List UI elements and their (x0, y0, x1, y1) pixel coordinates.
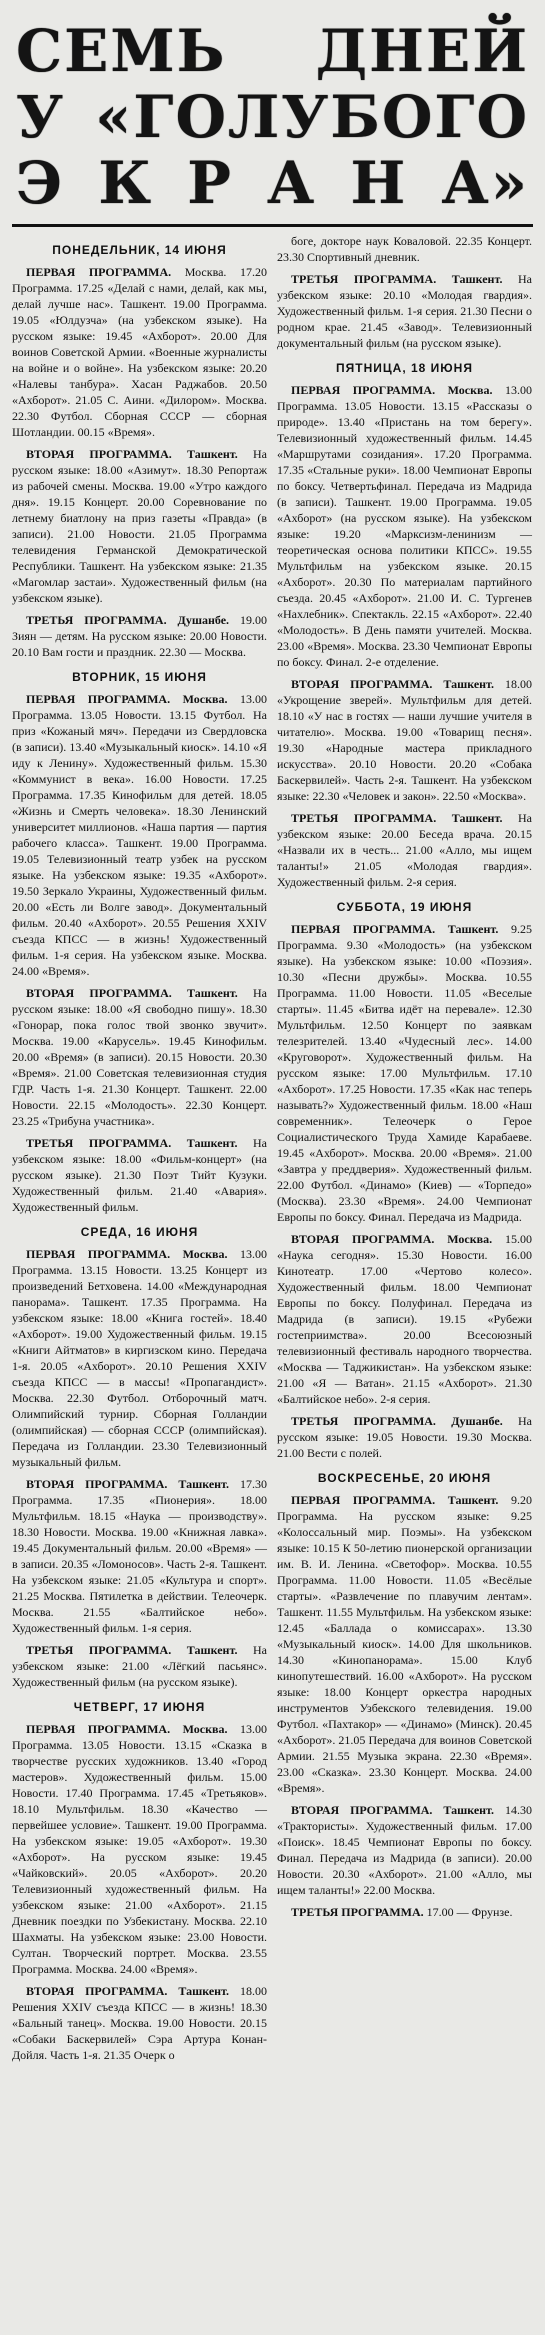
masthead-line-1 (16, 17, 529, 85)
masthead-letter: К (98, 149, 154, 217)
program-text: Москва. 17.20 Программа. 17.25 «Делай с нами, делай, как мы, делай лучше нас». Ташкент. 19.00 Программа. 19.05 «Юлдузча» (на узбекском языке). На русском языке: 19.45 «Ахборот». 20.00 Для воинов Советской Армии. «Военные журналисты на войне и о войне». На узбекском языке: 20.20 «Налевы танбура». Хасан Раджабов. 20.50 «Ахборот». 21.05 С. Аини. «Дилором». Москва. 22.30 Футбол. Сборная СССР — сборная Шотландии. 00.15 «Время». (12, 265, 267, 439)
program-listing (12, 1721, 267, 1977)
program-text: 14.30 «Трактористы». Художественный фильм. 17.00 «Поиск». 18.45 Чемпионат Европы по боксу. Финал. Передача из Мадрида (в записи). 20.00 Новости. 20.30 «Ахборот». 21.00 «Алло, мы ищем таланты!» 22.00 Москва. (277, 1803, 532, 1897)
channel-heading: ВТОРАЯ ПРОГРАММА. Ташкент. (291, 677, 495, 691)
left-column (12, 233, 267, 2069)
program-text: 13.00 Программа. 13.05 Новости. 13.15 «Рассказы о природе». 13.40 «Пристань на том берегу». Телевизионный художественный фильм. 14.45 «Маршрутами созидания». 17.20 Программа. 17.35 «Стальные руки». 18.00 Чемпионат Европы по боксу. Четвертьфинал. Передача из Мадрида (в записи). Ташкент. 19.00 Программа. 19.05 «Ахборот» (на русском языке). На узбекском языке: 19.20 «Марксизм-ленинизм — теоретическая основа политики КПСС». 19.55 Мультфильм на узбекском языке. 20.15 «Ахборот». 20.30 По материалам партийного съезда. 20.45 «Ахборот». 21.00 И. С. Тургенев «Нахлебник». Спектакль. 22.15 «Ахборот». 22.40 «Молодость». В День памяти учителей. Москва. 23.00 «Время». Москва. 23.30 Чемпионат Европы по боксу. Финал. 2-е отделение. (277, 383, 533, 669)
channel-heading: ТРЕТЬЯ ПРОГРАММА. Ташкент. (291, 811, 503, 825)
masthead-letter: Н (350, 149, 408, 217)
channel-heading: ВТОРАЯ ПРОГРАММА. Ташкент. (26, 986, 238, 1000)
right-column (277, 233, 532, 2069)
masthead-letter: Р (187, 149, 233, 217)
channel-heading: ВТОРАЯ ПРОГРАММА. Ташкент. (26, 447, 238, 461)
program-listing (277, 382, 532, 670)
masthead-word: У (16, 83, 66, 151)
day-heading: ЧЕТВЕРГ, 17 ИЮНЯ (73, 1700, 206, 1714)
program-text: 9.20 Программа. На русском языке: 9.25 «Колоссальный мир. Поэмы». На узбекском языке: 10.15 К 50-летию пионерской организации им. В. И. Ленина. «Светофор». Москва. 10.55 Программа. 11.00 Новости. 11.05 «Весёлые старты». «Развлечение по плавучим лентам». Ташкент. 11.55 Мультфильм. На узбекском языке: 12.45 «Баллада о комиссарах». 13.30 «Музыкальный киоск». 14.00 Для школьников. 14.30 «Кинопанорама». 15.00 Клуб кинопутешествий. 16.00 «Ахборот». На русском языке: 18.00 Концерт оркестра народных инструментов Узбекского телевидения. 19.00 Футбол. «Пахтакор» — «Динамо» (Минск). 20.45 «Ахборот». 21.05 Передача для воинов Советской Армии. 21.55 Музыка экрана. 22.30 «Время». 23.00 «Сказка». 23.30 Концерт. Москва. 24.00 «Время». (277, 1493, 532, 1795)
program-listing (277, 810, 532, 890)
program-listing (12, 1246, 267, 1470)
program-listing (12, 612, 267, 660)
program-listing (277, 1492, 532, 1796)
channel-heading: ПЕРВАЯ ПРОГРАММА. Ташкент. (291, 1493, 499, 1507)
program-listing (12, 691, 267, 979)
program-text: боге, докторе наук Коваловой. 22.35 Концерт. 23.30 Спортивный дневник. (277, 234, 532, 264)
channel-heading: ПЕРВАЯ ПРОГРАММА. Москва. (291, 383, 493, 397)
program-text: 17.30 Программа. 17.35 «Пионерия». 18.00 Мультфильм. 18.15 «Наука — производству». 18.30 Новости. Москва. 19.00 «Книжная лавка». 19.45 Документальный фильм. 20.00 «Время» — в записи. 20.35 «Ломоносов». Часть 2-я. Ташкент. На узбекском языке: 21.05 «Культура и спорт». 21.25 Москва. Пятилетка в действии. Телеочерк. Москва. 21.55 «Балтийское небо». Художественный фильм. 1-я серия. (12, 1477, 267, 1635)
channel-heading: ПЕРВАЯ ПРОГРАММА. Москва. (26, 1247, 228, 1261)
channel-heading: ВТОРАЯ ПРОГРАММА. Ташкент. (26, 1477, 230, 1491)
program-listing (277, 1413, 532, 1461)
program-text: 9.25 Программа. 9.30 «Молодость» (на узбекском языке). На узбекском языке: 10.00 «Поэзия». 10.30 «Песни дружбы». Москва. 10.55 Программа. 11.00 Новости. 11.05 «Веселые старты». 11.45 «Битва идёт на перевале». 12.30 Мультфильм. 12.50 Концерт по заявкам телезрителей. 13.40 «Чудесный лес». 14.00 «Круговорот». Художественный фильм. На русском языке: 17.00 Мультфильм. 17.10 «Ахборот». 17.25 Новости. 17.35 «Как нас теперь называть?» Художественный фильм. 18.00 «Наш современник». Телеочерк о Герое Социалистического Труда Хамиде Карабаеве. 19.45 «Ахборот». Москва. 20.00 «Время». 21.00 «Завтра у преддверия». Художественный фильм. 22.00 Футбол. «Динамо» (Киев) — «Торпедо» (Москва). 23.30 «Время». 24.00 Чемпионат Европы по боксу. Финал. Передача из Мадрида. (277, 922, 532, 1224)
channel-heading: ВТОРАЯ ПРОГРАММА. Москва. (291, 1232, 493, 1246)
program-text: На русском языке: 18.00 «Азимут». 18.30 Репортаж из рабочей смены. Москва. 19.00 «Утро каждого дня». 19.15 Концерт. 20.00 Соревнование по летнему биатлону на приз газеты «Правда» (в записи). 21.00 Новости. 21.05 Программа телевидения Германской Демократической Республики. Ташкент. На узбекском языке: 21.35 «Магомлар застаи». Художественный фильм (на узбекском языке). (12, 447, 268, 605)
channel-heading: ТРЕТЬЯ ПРОГРАММА. Ташкент. (26, 1643, 238, 1657)
program-text: 18.00 «Укрощение зверей». Мультфильм для детей. 18.10 «У нас в гостях — наши лучшие учителя в читателю». Москва. 19.00 «Товарищ песня». 19.30 «Народные мастера прикладного искусства». 20.10 Новости. 20.20 «Собака Баскервилей». Часть 2-я. Ташкент. На узбекском языке: 22.30 «Человек и закон». 22.50 «Москва». (277, 677, 532, 803)
program-listing (277, 271, 532, 351)
program-text: На узбекском языке: 20.00 Беседа врача. 20.15 «Назвали их в честь... 21.00 «Алло, мы ищем таланты!» 21.05 «Молодая гвардия». Художественный фильм. 2-я серия. (277, 811, 533, 889)
program-listing (12, 264, 267, 440)
channel-heading: ПЕРВАЯ ПРОГРАММА. (26, 265, 172, 279)
program-listing (12, 446, 267, 606)
program-text: 18.00 Решения XXIV съезда КПСС — в жизнь! 18.30 «Бальный танец». Москва. 19.00 Новости. 20.15 «Собаки Баскервилей» Сэра Артура Конан-Дойля. Часть 1-я. 21.35 Очерк о (12, 1984, 267, 2062)
day-heading: ПЯТНИЦА, 18 ИЮНЯ (336, 361, 473, 375)
masthead-letter: Э (16, 149, 65, 217)
day-heading: ВТОРНИК, 15 ИЮНЯ (72, 670, 207, 684)
program-listing (12, 1642, 267, 1690)
program-text: 13.00 Программа. 13.05 Новости. 13.15 Футбол. На приз «Кожаный мяч». Передачи из Свердловска (в записи). 13.40 «Музыкальный киоск». 14.10 «Я иду к Ленину». Художественный фильм. 15.30 «Коммунист в века». 16.00 Новости. 17.25 Программа. 17.35 Кинофильм для детей. 18.05 «Жизнь и Смерть человека». 18.30 Ленинский университет миллионов. «Наша партия — партия рабочего класса». Ташкент. 19.00 Программа. 19.05 Телевизионный театр узбек на русском языке. На узбекском языке: 19.35 «Ахборот». 19.50 Зеркало Украины, Художественный фильм. 20.00 «Есть ли Волге завод». Документальный фильм. 20.40 «Ахборот». 20.55 Решения XXIV съезда КПСС — в жизнь! Художественный фильм. 1-я серия. На узбекском языке. Москва. 24.00 «Время». (12, 692, 268, 978)
program-listing (12, 1983, 267, 2063)
channel-heading: ВТОРАЯ ПРОГРАММА. Ташкент. (291, 1803, 495, 1817)
program-text: 13.00 Программа. 13.05 Новости. 13.15 «Сказка в творчестве русских художников. 13.40 «Город мастеров». Художественный фильм. 15.00 Новости. 17.40 Программа. 17.45 «Третьяков». 18.10 Мультфильм. 18.30 «Качество — первейшее условие». Ташкент. 19.00 Программа. На узбекском языке: 19.05 «Ахборот». 19.30 «Ахборот». На русском языке: 19.45 «Чайковский». 20.05 «Ахборот». 20.20 Телевизионный художественный фильм. На узбекском языке: 21.00 «Ахборот». 21.15 Дневник поездки по Узбекистану. Москва. 22.10 Шахматы. На узбекском языке: 23.00 Новости. Султан. Творческий портрет. Москва. 23.55 Программа. Москва. 24.00 «Время». (12, 1722, 268, 1976)
program-text: На русском языке: 19.05 Новости. 19.30 Москва. 21.00 Вести с полей. (277, 1414, 532, 1460)
program-listing (277, 1802, 532, 1898)
day-heading: ПОНЕДЕЛЬНИК, 14 ИЮНЯ (52, 243, 227, 257)
program-text: 19.00 Зиян — детям. На русском языке: 20.00 Новости. 20.10 Вам гости и праздник. 22.30 — Москва. (12, 613, 267, 659)
masthead-word: СЕМЬ (16, 17, 227, 85)
program-listing (277, 676, 532, 804)
channel-heading: ТРЕТЬЯ ПРОГРАММА. Душанбе. (291, 1414, 503, 1428)
channel-heading: ТРЕТЬЯ ПРОГРАММА. Ташкент. (26, 1136, 238, 1150)
program-text: На узбекском языке: 18.00 «Фильм-концерт» (на русском языке). 21.30 Поэт Тийт Кузуки. Художественный фильм. 21.40 «Авария». Художественный фильм. (12, 1136, 268, 1214)
masthead-line-3 (16, 149, 529, 217)
day-heading: СРЕДА, 16 ИЮНЯ (80, 1225, 199, 1239)
program-listing (277, 921, 532, 1225)
channel-heading: ПЕРВАЯ ПРОГРАММА. Ташкент. (291, 922, 499, 936)
channel-heading: ТРЕТЬЯ ПРОГРАММА. Душанбе. (26, 613, 230, 627)
channel-heading: ВТОРАЯ ПРОГРАММА. Ташкент. (26, 1984, 230, 1998)
program-listing (12, 1476, 267, 1636)
program-listing (277, 1904, 532, 1920)
channel-heading: ПЕРВАЯ ПРОГРАММА. Москва. (26, 692, 228, 706)
program-text: 13.00 Программа. 13.15 Новости. 13.25 Концерт из произведений Бетховена. 14.00 «Международная панорама». Ташкент. 17.35 Программа. На узбекском языке: 18.00 «Книга гостей». 18.40 «Ахборот». 19.00 Художественный фильм. 19.15 «Книги Айтматов» в киргизском кино. Передача 1-я. 20.05 «Ахборот». 20.10 Решения XXIV съезда КПСС — в массы! «Пропагандист». Москва. 22.30 Футбол. Отборочный матч. Олимпийский турнир. Сборная Голландии (олимпийская) — сборная СССР (олимпийская). Передача из Голландии. 23.30 Телевизионный музыкальный фильм. (12, 1247, 268, 1469)
masthead-word: ДНЕЙ (315, 17, 529, 85)
program-listing (277, 1231, 532, 1407)
channel-heading: ТРЕТЬЯ ПРОГРАММА. (291, 1905, 424, 1919)
program-text: На узбекском языке: 20.10 «Молодая гвардия». Художественный фильм. 1-я серия. 21.30 Песни о родном крае. 21.45 «Завод». Телевизионный документальный фильм (на русском языке). (277, 272, 533, 350)
program-text: На узбекском языке: 21.00 «Лёгкий пасьянс». Художественный фильм (на русском языке). (12, 1643, 268, 1689)
masthead (12, 12, 533, 227)
program-listing (12, 1135, 267, 1215)
program-listing (12, 985, 267, 1129)
listing-columns (12, 227, 533, 2069)
masthead-word: «ГОЛУБОГО (95, 83, 529, 151)
masthead-letter: А (267, 149, 317, 217)
program-listing (277, 233, 532, 265)
program-text: 17.00 — Фрунзе. (426, 1905, 513, 1919)
program-text: На русском языке: 18.00 «Я свободно пишу». 18.30 «Гонорар, пока голос твой звонко звучит». Москва. 19.00 «Карусель». 19.45 Кинофильм. 20.00 «Время» (в записи). 20.15 Новости. 20.30 «Время». 21.00 Советская телевизионная студия ГДР. Часть 1-я. 21.30 Концерт. Ташкент. 22.00 Новости. 22.15 «Молодость». 22.30 Концерт. 23.25 «Трибуна участника». (12, 986, 268, 1128)
day-heading: СУББОТА, 19 ИЮНЯ (336, 900, 473, 914)
masthead-letter: А» (441, 149, 529, 217)
channel-heading: ПЕРВАЯ ПРОГРАММА. Москва. (26, 1722, 228, 1736)
day-heading: ВОСКРЕСЕНЬЕ, 20 ИЮНЯ (317, 1471, 492, 1485)
masthead-line-2 (16, 83, 529, 151)
channel-heading: ТРЕТЬЯ ПРОГРАММА. Ташкент. (291, 272, 503, 286)
program-text: 15.00 «Наука сегодня». 15.30 Новости. 16.00 Кинотеатр. 17.00 «Чертово колесо». Художественный фильм. 18.00 Чемпионат Европы по боксу. Полуфинал. Передача из Мадрида (в записи). 19.15 «Рубежи гостеприимства». 20.00 Всесоюзный телевизионный фестиваль народного творчества. «Москва — Таджикистан». На узбекском языке: 21.00 «Я — Ватан». 21.15 «Ахборот». 21.30 «Балтийское небо». 2-я серия. (277, 1232, 532, 1406)
